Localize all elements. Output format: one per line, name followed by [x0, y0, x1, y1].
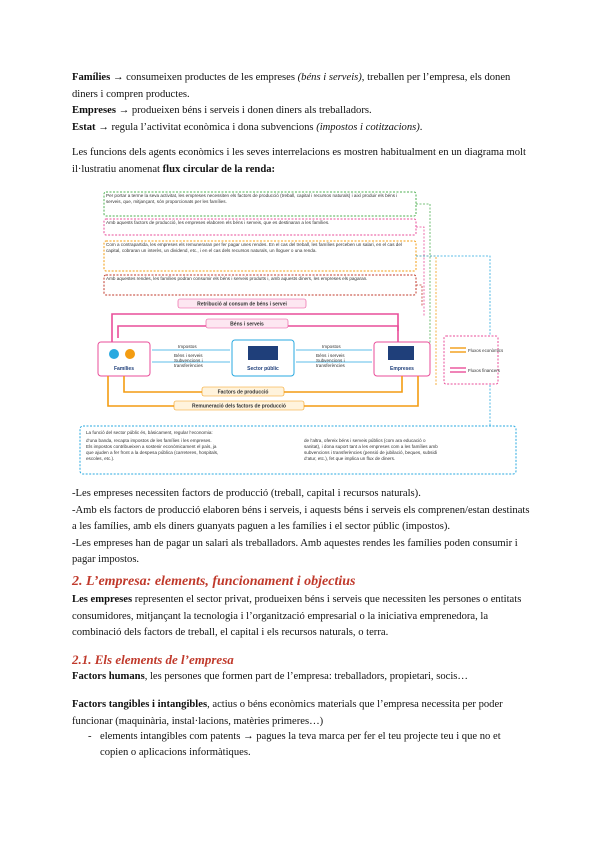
empreses-paragraph: Les empreses representen el sector privat, produeixen béns i serveis que necessiten les persones o entitats consumidores, mitjançant la tecnologia i l’organització empresarial o la iniciativa emprenedora, la combinació dels factors de treball, el capital i els recursos naturals, o terra.	[72, 594, 522, 638]
line-estat: Estat → regula l’activitat econòmica i dona subvencions (impostos i cotitzacions).	[72, 121, 423, 133]
label-impostos-r: Impostos	[322, 344, 341, 349]
list-item: -Les empreses han de pagar un salari als treballadors. Amb aquestes rendes les famílies poden consumir i pagar impostos.	[72, 537, 518, 565]
circular-flow-diagram	[78, 186, 520, 476]
box-rendes-text: Com a contrapartida, les empreses els remuneraran per fer pagar unes rendes. En el cas del treball, les famílies perceben un salari, en el cas del capital, cobraran un interès, un dividend, etc., i en el cas dels recursos naturals, un lloguer o una renda.	[106, 242, 402, 253]
line-empreses: Empreses → produeixen béns i serveis i donen diners als treballadors.	[72, 105, 372, 116]
heading-section-2-1: 2.1. Els elements de l’empresa	[72, 652, 234, 667]
factory-icon	[388, 346, 414, 360]
legend	[444, 336, 498, 384]
label-bens-serveis: Béns i serveis	[230, 321, 264, 328]
label-remuneracio: Remuneració dels factors de producció	[192, 403, 286, 410]
list-item: -Les empreses necessiten factors de producció (treball, capital i recursos naturals).	[72, 488, 421, 499]
svg-text:d’atur, etc.), fet que implica: d’atur, etc.), fet que implica un flux de diners.	[304, 456, 396, 461]
label-transferencies-r: transferències	[316, 363, 345, 368]
flux-paragraph: Les funcions dels agents econòmics i les seves interrelacions es mostren habitualment en un diagrama molt il·lustratiu anomenat flux circular de la renda:	[72, 147, 526, 175]
box-factors-text: Per portar a terme la seva activitat, les empreses necessiten els factors de producció (treball, capital i recursos naturals) i així produir els béns i serveis, que, mitjançant, són proporcionats per les famílies.	[106, 193, 398, 204]
label-transferencies-l: transferències	[174, 363, 203, 368]
label-sector: Sector públic	[247, 366, 279, 372]
box-consum-text: Amb aquestes rendes, les famílies podran consumir els béns i serveis produïts i, amb aquests diners, les empreses els pagaran.	[106, 276, 368, 281]
heading-section-2: 2. L’empresa: elements, funcionament i objectius	[72, 574, 356, 589]
label-families: Famílies	[113, 366, 135, 372]
legend-fin: Fluxos financers	[468, 368, 500, 373]
bullet-list	[72, 486, 532, 569]
svg-text:escoles, etc.).: escoles, etc.).	[86, 456, 115, 461]
svg-text:d’una banda, recapta impostos: d’una banda, recapta impostos de les famílies i les empreses.	[86, 438, 212, 443]
intro-paragraph	[72, 70, 532, 136]
label-subvencions-r: Subvencions i	[316, 358, 345, 363]
list-item: -Amb els factors de producció elaboren béns i serveis, i aquests béns i serveis els comprenen/estan destinats a les famílies, amb els diners guanyats paguen a les famílies i el sector públic (impostos).	[72, 504, 530, 532]
svg-text:subvencions i transferències (: subvencions i transferències (pensió de jubilació, beques, subsidi	[304, 450, 438, 455]
factors-tangibles: Factors tangibles i intangibles, actius o béns econòmics materials que l’empresa necessita per poder funcionar (maquinària, instal·lacions, matèries primeres…)	[72, 699, 503, 727]
factors-humans: Factors humans, les persones que formen part de l’empresa: treballadors, propietari, socis…	[72, 671, 468, 682]
label-empreses: Empreses	[390, 366, 414, 372]
bottom-title: La funció del sector públic és, bàsicament, regular l’economia:	[86, 430, 213, 435]
legend-eco: Fluxos econòmics	[468, 348, 504, 353]
box-bens-text: Amb aquests factors de producció, les empreses elaboren els béns i serveis, que es destinaran a les famílies.	[106, 220, 330, 225]
building-icon	[248, 346, 278, 360]
line-families: Famílies → consumeixen productes de les empreses (béns i serveis), treballen per l’empresa, els donen diners i compren productes.	[72, 72, 511, 100]
label-bens-serveis-r: Béns i serveis	[316, 353, 345, 358]
label-subvencions-l: Subvencions i	[174, 358, 203, 363]
svg-text:que ajuden a fer front a la de: que ajuden a fer front a la despesa pública (carreteres, hospitals,	[86, 450, 219, 455]
svg-text:de l’altra, ofereix béns i ser: de l’altra, ofereix béns i serveis públics (com ara educació o	[304, 438, 426, 443]
label-bens-serveis-l: Béns i serveis	[174, 353, 203, 358]
label-factors: Factors de producció	[217, 389, 269, 396]
svg-text:sanitat), i dona suport tant a: sanitat), i dona suport tant a les empreses com a les famílies amb	[304, 444, 438, 449]
label-retribucio: Retribució al consum de béns i servei	[197, 301, 287, 308]
label-impostos-l: Impostos	[178, 344, 197, 349]
dash-item: - elements intangibles com patents → pagues la teva marca per fer el teu projecte teu i que no et copien o aplicacions informàtiques.	[88, 731, 501, 758]
svg-text:Els impostos contribueixen a s: Els impostos contribueixen a sostenir econòmicament el país, ja	[86, 444, 217, 449]
families-icon	[109, 349, 119, 359]
